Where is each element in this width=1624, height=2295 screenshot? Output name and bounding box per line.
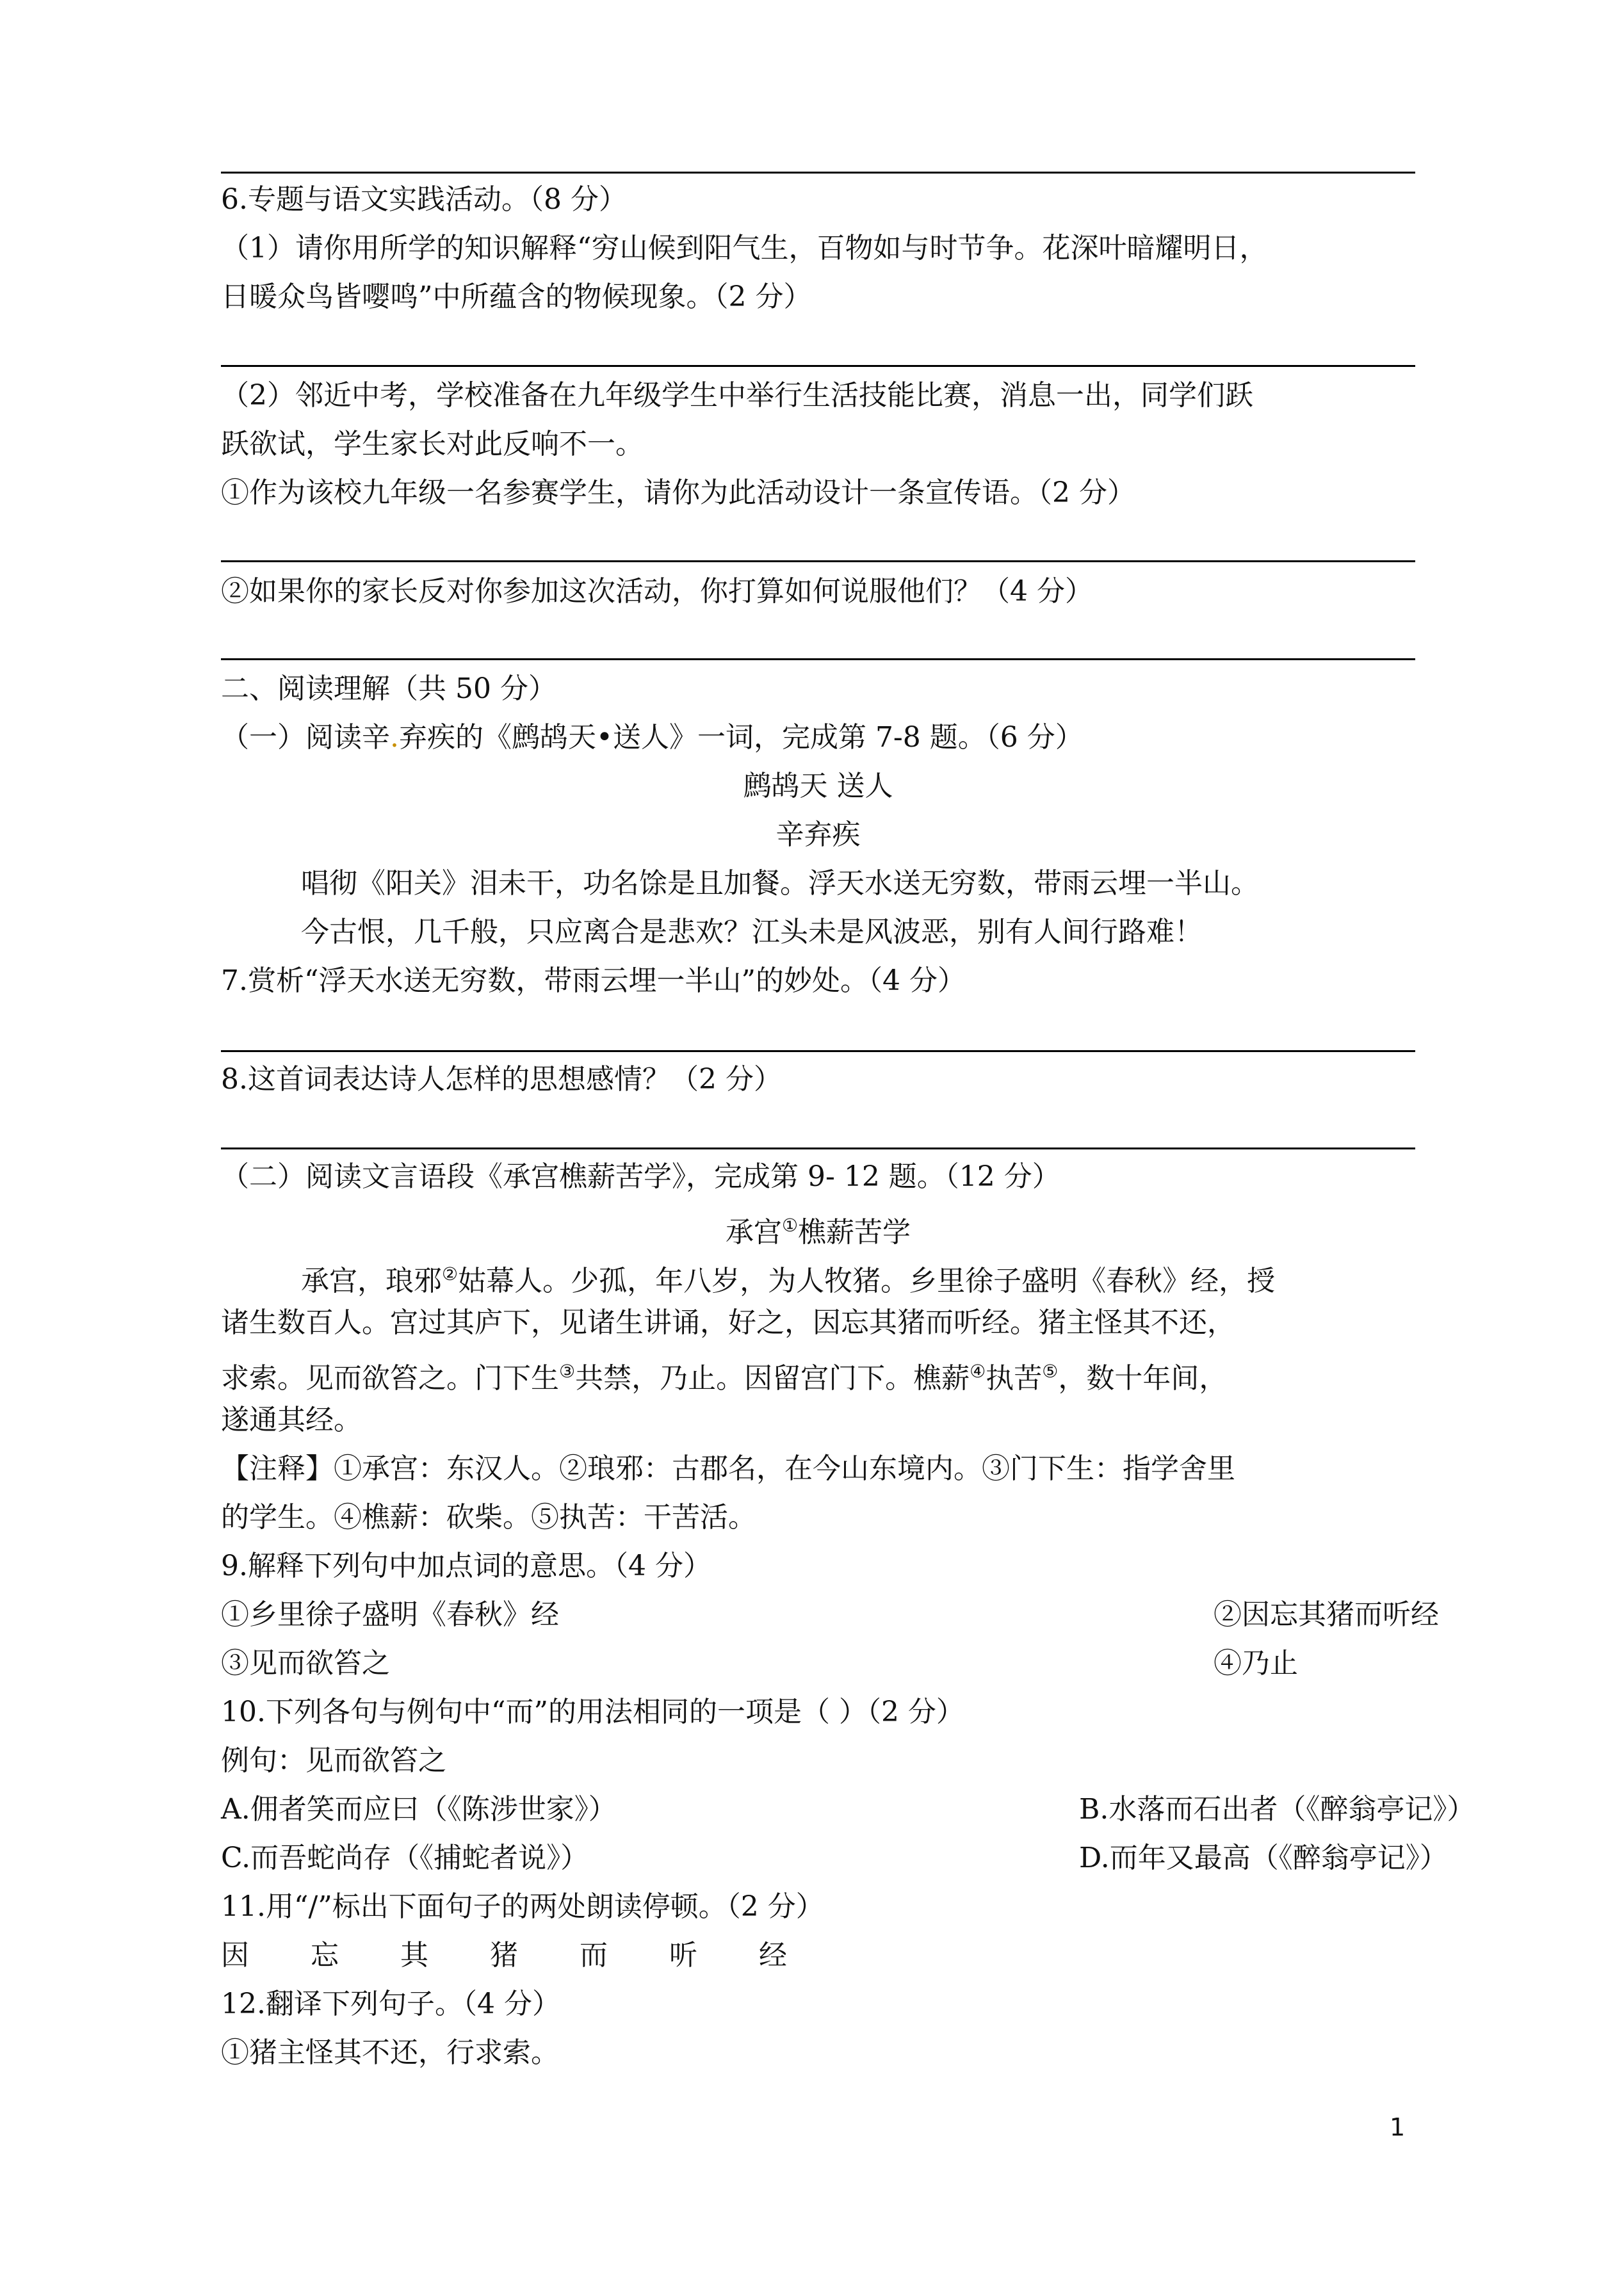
q11-char: 其 [400, 1939, 428, 1972]
q6-p1-line1: （1）请你用所学的知识解释“穷山候到阳气生，百物如与时节争。花深叶暗耀明日， [221, 232, 1268, 264]
answer-line [221, 365, 1415, 367]
part1-intro: （一）阅读辛.弃疾的《鹧鸪天•送人》一词，完成第 7-8 题。（6 分） [221, 721, 1084, 754]
q10-option-d: D.而年又最高（《醉翁亭记》） [1079, 1842, 1448, 1874]
q9-item-d: ④乃止 [1214, 1647, 1298, 1680]
q10-option-b: B.水落而石出者（《醉翁亭记》） [1079, 1793, 1475, 1826]
q6-p2-sub2: ②如果你的家长反对你参加这次活动，你打算如何说服他们？（4 分） [221, 575, 1093, 608]
q11-char: 忘 [311, 1939, 339, 1972]
q10-option-c: C.而吾蛇尚存（《捕蛇者说》） [221, 1842, 589, 1874]
q12-title: 12.翻译下列句子。（4 分） [221, 1988, 560, 2020]
page-number: 1 [1390, 2113, 1406, 2141]
poem-title: 鹧鸪天 送人 [743, 770, 893, 802]
poem-author: 辛弃疾 [775, 818, 861, 851]
q6-p2-sub1: ①作为该校九年级一名参赛学生，请你为此活动设计一条宣传语。（2 分） [221, 476, 1135, 509]
q11-char: 因 [221, 1939, 249, 1972]
passage-line4: 遂通其经。 [221, 1404, 362, 1436]
poem-line1: 唱彻《阳关》泪未干，功名馀是且加餐。浮天水送无穷数，带雨云埋一半山。 [301, 867, 1259, 900]
passage-line3: 求索。见而欲笞之。门下生③共禁，乃止。因留宫门下。樵薪④执苦⑤，数十年间， [221, 1361, 1228, 1395]
q11-title: 11.用“/”标出下面句子的两处朗读停顿。（2 分） [221, 1890, 824, 1923]
answer-line [221, 658, 1415, 660]
dot-icon: . [390, 721, 399, 754]
q10-title: 10.下列各句与例句中“而”的用法相同的一项是（ ）（2 分） [221, 1696, 964, 1728]
q9-title: 9.解释下列句中加点词的意思。（4 分） [221, 1550, 711, 1582]
answer-line [221, 1148, 1415, 1149]
q11-char: 而 [580, 1939, 608, 1972]
poem-line2: 今古恨，几千般，只应离合是悲欢？江头未是风波恶，别有人间行路难！ [301, 916, 1203, 948]
q11-char: 经 [759, 1939, 787, 1972]
section2-title: 二、阅读理解（共 50 分） [221, 672, 556, 705]
part2-intro: （二）阅读文言语段《承宫樵薪苦学》，完成第 9- 12 题。（12 分） [221, 1160, 1060, 1193]
q10-row2 [221, 1839, 1448, 1877]
passage-title: 承宫①樵薪苦学 [725, 1215, 911, 1249]
notes-line2: 的学生。④樵薪：砍柴。⑤执苦：干苦活。 [221, 1501, 756, 1534]
answer-line [221, 1050, 1415, 1052]
q7-title: 7.赏析“浮天水送无穷数，带雨云埋一半山”的妙处。（4 分） [221, 964, 966, 997]
q6-p2-line1: （2）邻近中考，学校准备在九年级学生中举行生活技能比赛，消息一出，同学们跃 [221, 379, 1253, 412]
notes-line1: 【注释】①承宫：东汉人。②琅邪：古郡名，在今山东境内。③门下生：指学舍里 [221, 1452, 1235, 1485]
top-rule [221, 172, 1415, 174]
q11-sentence [221, 1936, 1415, 1975]
q9-item-b: ②因忘其猪而听经 [1214, 1598, 1439, 1631]
q6-p2-line2: 跃欲试，学生家长对此反响不一。 [221, 428, 644, 460]
q11-char: 猪 [490, 1939, 518, 1972]
passage-line1: 承宫，琅邪②姑幕人。少孤，年八岁，为人牧猪。乡里徐子盛明《春秋》经，授 [301, 1263, 1276, 1297]
q9-row1 [221, 1596, 1439, 1634]
q6-p1-line2: 日暖众鸟皆嘤鸣”中所蕴含的物候现象。（2 分） [221, 280, 812, 313]
q6-title: 6.专题与语文实践活动。（8 分） [221, 183, 627, 216]
q10-row1 [221, 1790, 1475, 1829]
q11-char: 听 [669, 1939, 697, 1972]
passage-line2: 诸生数百人。宫过其庐下，见诸生讲诵，好之，因忘其猪而听经。猪主怪其不还， [221, 1306, 1235, 1339]
q12-item-a: ①猪主怪其不还，行求索。 [221, 2036, 559, 2069]
q9-item-c: ③见而欲笞之 [221, 1647, 390, 1680]
q8-title: 8.这首词表达诗人怎样的思想感情？（2 分） [221, 1063, 782, 1096]
q10-option-a: A.佣者笑而应曰（《陈涉世家》） [221, 1793, 617, 1826]
answer-line [221, 560, 1415, 562]
q9-item-a: ①乡里徐子盛明《春秋》经 [221, 1598, 559, 1631]
q9-row2 [221, 1644, 1415, 1683]
q10-example: 例句：见而欲笞之 [221, 1744, 446, 1777]
